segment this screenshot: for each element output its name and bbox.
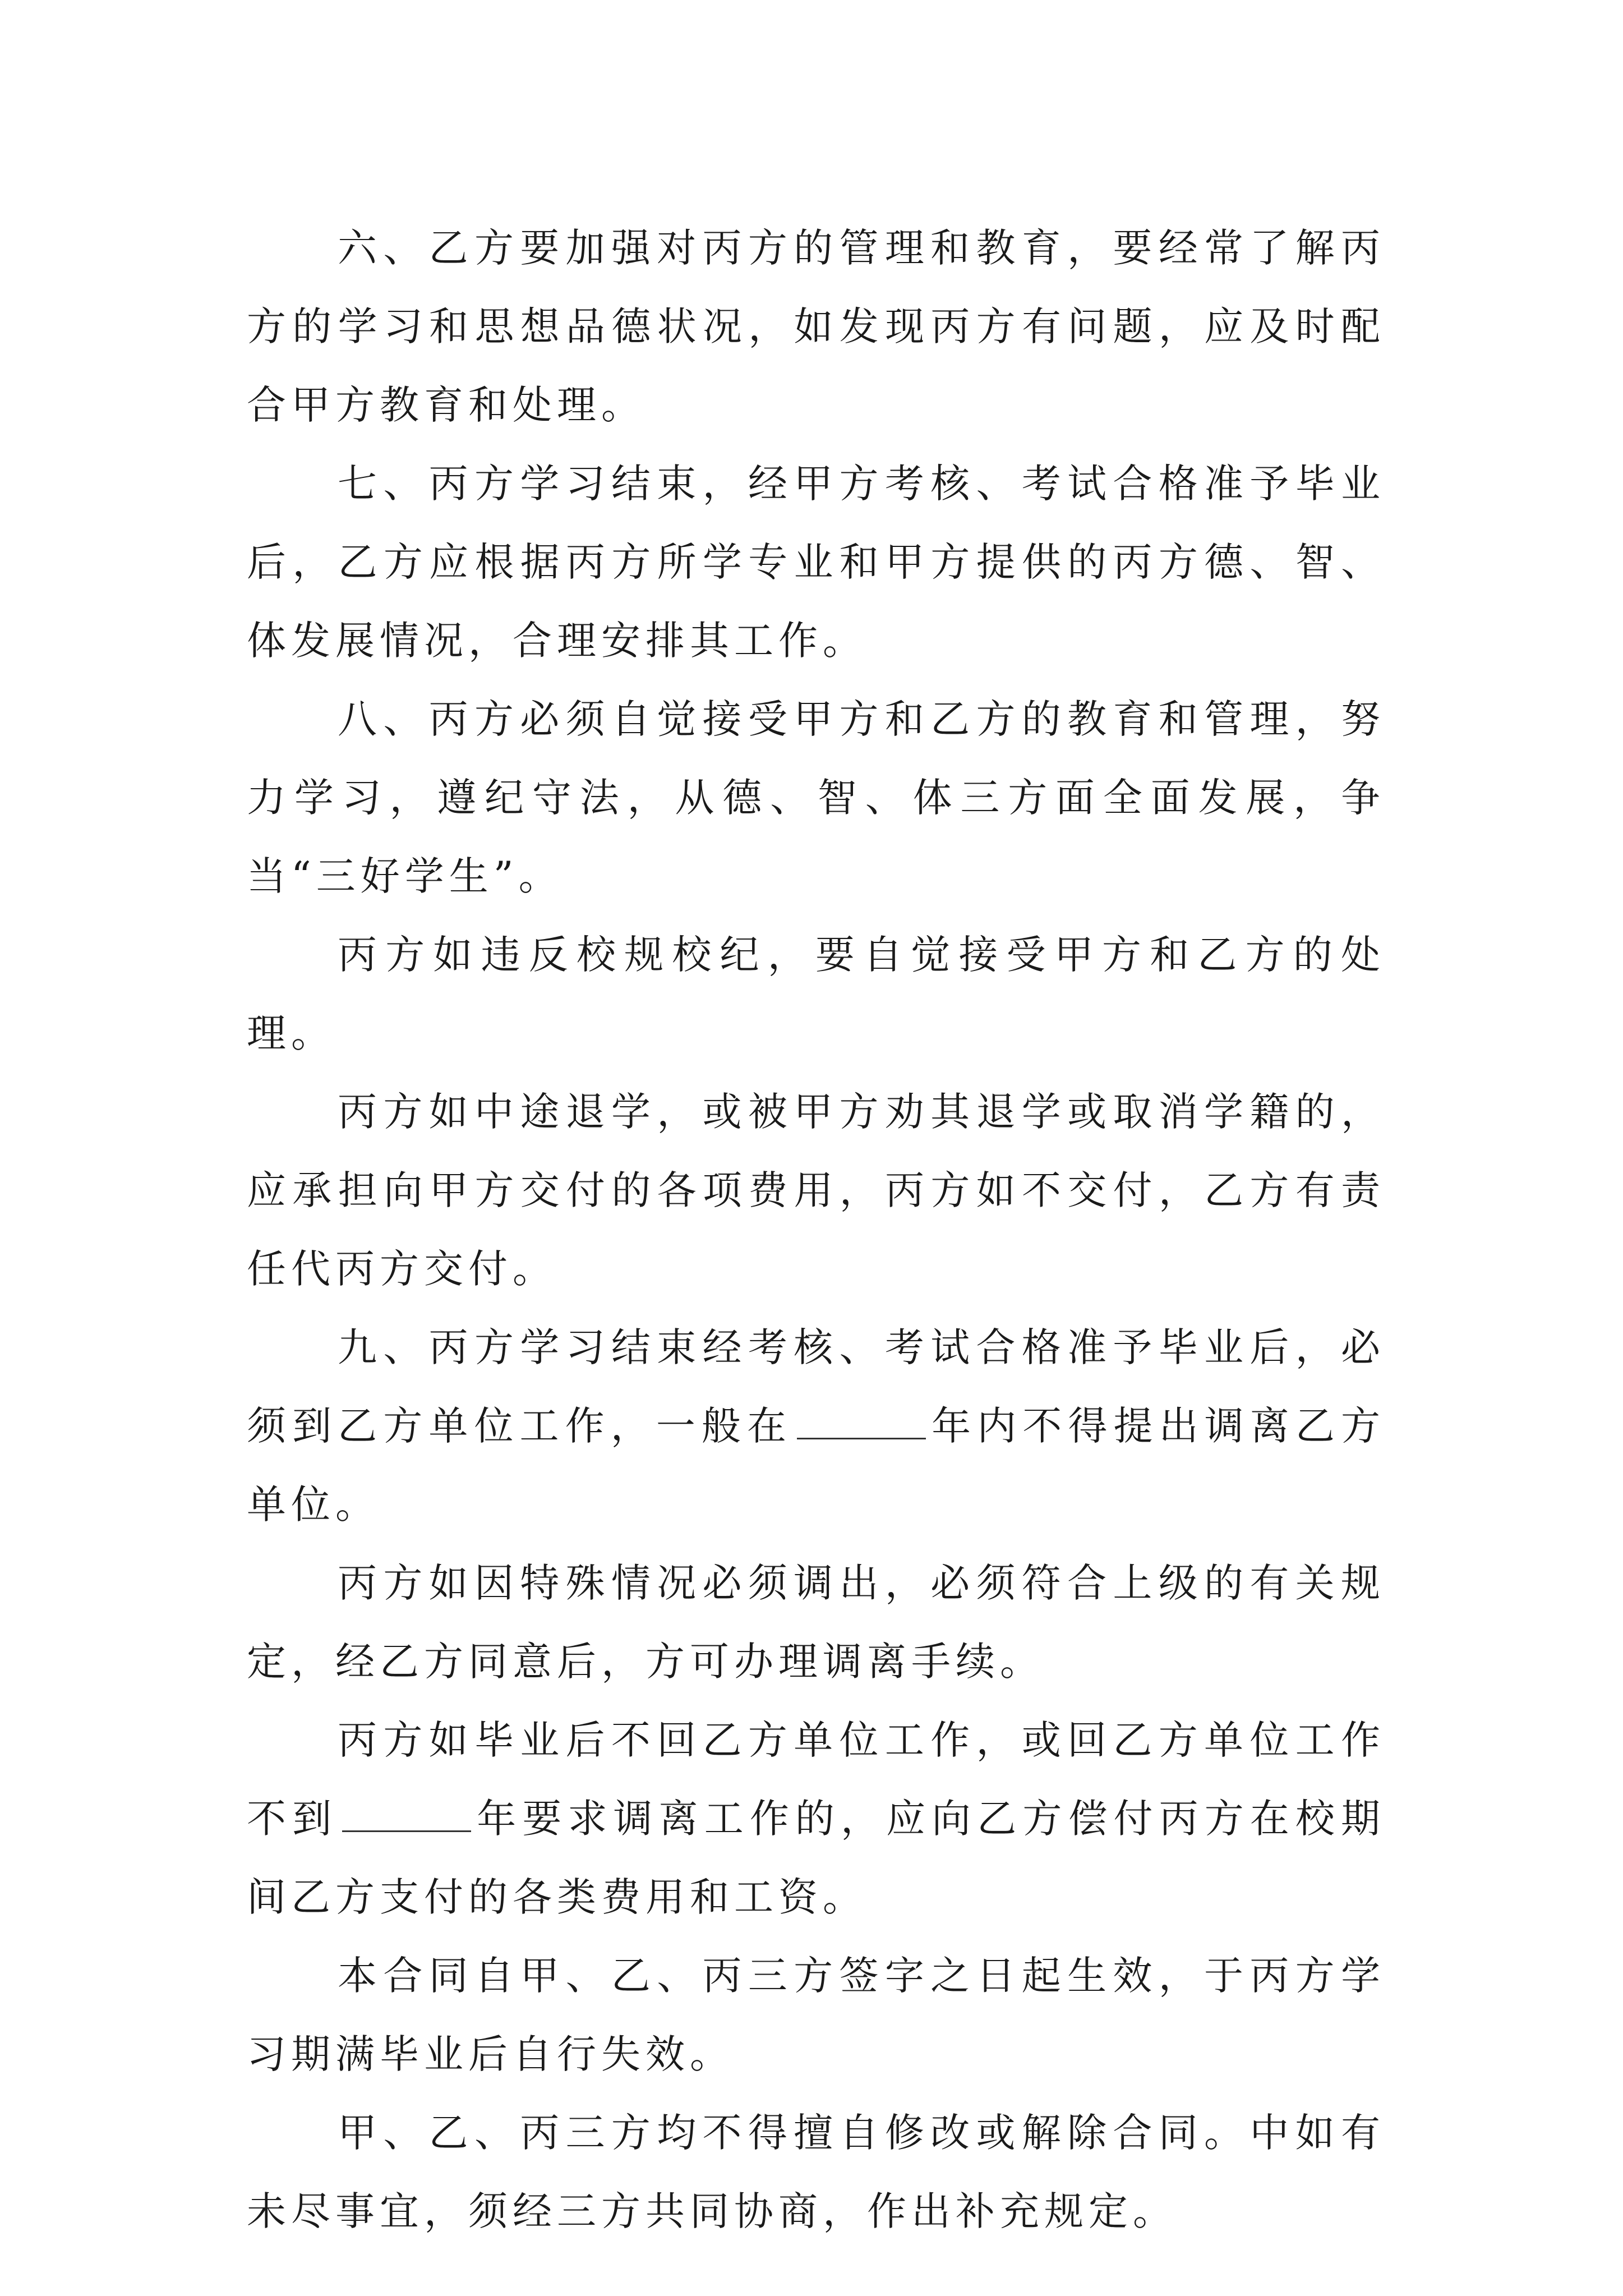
- clause-7: 七、丙方学习结束，经甲方考核、考试合格准予毕业后，乙方应根据丙方所学专业和甲方提供的丙方德、智、体发展情况，合理安排其工作。: [247, 461, 1385, 664]
- years-blank-line-2: [342, 1797, 471, 1832]
- years-blank-line: [797, 1404, 926, 1439]
- amendment-paragraph: 甲、乙、丙三方均不得擅自修改或解除合同。中如有未尽事宜，须经三方共同协商，作出补充规定。: [247, 2110, 1385, 2234]
- contract-page: [247, 209, 1385, 2251]
- effective-paragraph: 本合同自甲、乙、丙三方签字之日起生效，于丙方学习期满毕业后自行失效。: [247, 1953, 1385, 2077]
- compensation-text-after: 年要求调离工作的，应向乙方偿付丙方在校期间乙方支付的各类费用和工资。: [247, 1796, 1386, 1920]
- clause-8: 八、丙方必须自觉接受甲方和乙方的教育和管理，努力学习，遵纪守法，从德、智、体三方面全面发展，争当“三好学生”。: [247, 696, 1385, 899]
- compensation-text: 丙方如毕业后不回乙方单位工作，或回乙方单位工作不到: [247, 1717, 1385, 1842]
- compensation-paragraph: [247, 1701, 1385, 1936]
- clause-9-text-after: 年内不得提出调离乙方单位。: [247, 1403, 1386, 1527]
- withdrawal-paragraph: 丙方如中途退学，或被甲方劝其退学或取消学籍的，应承担向甲方交付的各项费用，丙方如不交付，乙方有责任代丙方交付。: [247, 1089, 1385, 1292]
- transfer-paragraph: 丙方如因特殊情况必须调出，必须符合上级的有关规定，经乙方同意后，方可办理调离手续。: [247, 1560, 1385, 1685]
- discipline-paragraph: 丙方如违反校规校纪，要自觉接受甲方和乙方的处理。: [247, 932, 1385, 1056]
- clause-9: [247, 1308, 1385, 1544]
- clause-6: 六、乙方要加强对丙方的管理和教育，要经常了解丙方的学习和思想品德状况，如发现丙方有问题，应及时配合甲方教育和处理。: [247, 225, 1385, 428]
- clause-9-text: 九、丙方学习结束经考核、考试合格准予毕业后，必须到乙方单位工作，一般在: [247, 1324, 1385, 1449]
